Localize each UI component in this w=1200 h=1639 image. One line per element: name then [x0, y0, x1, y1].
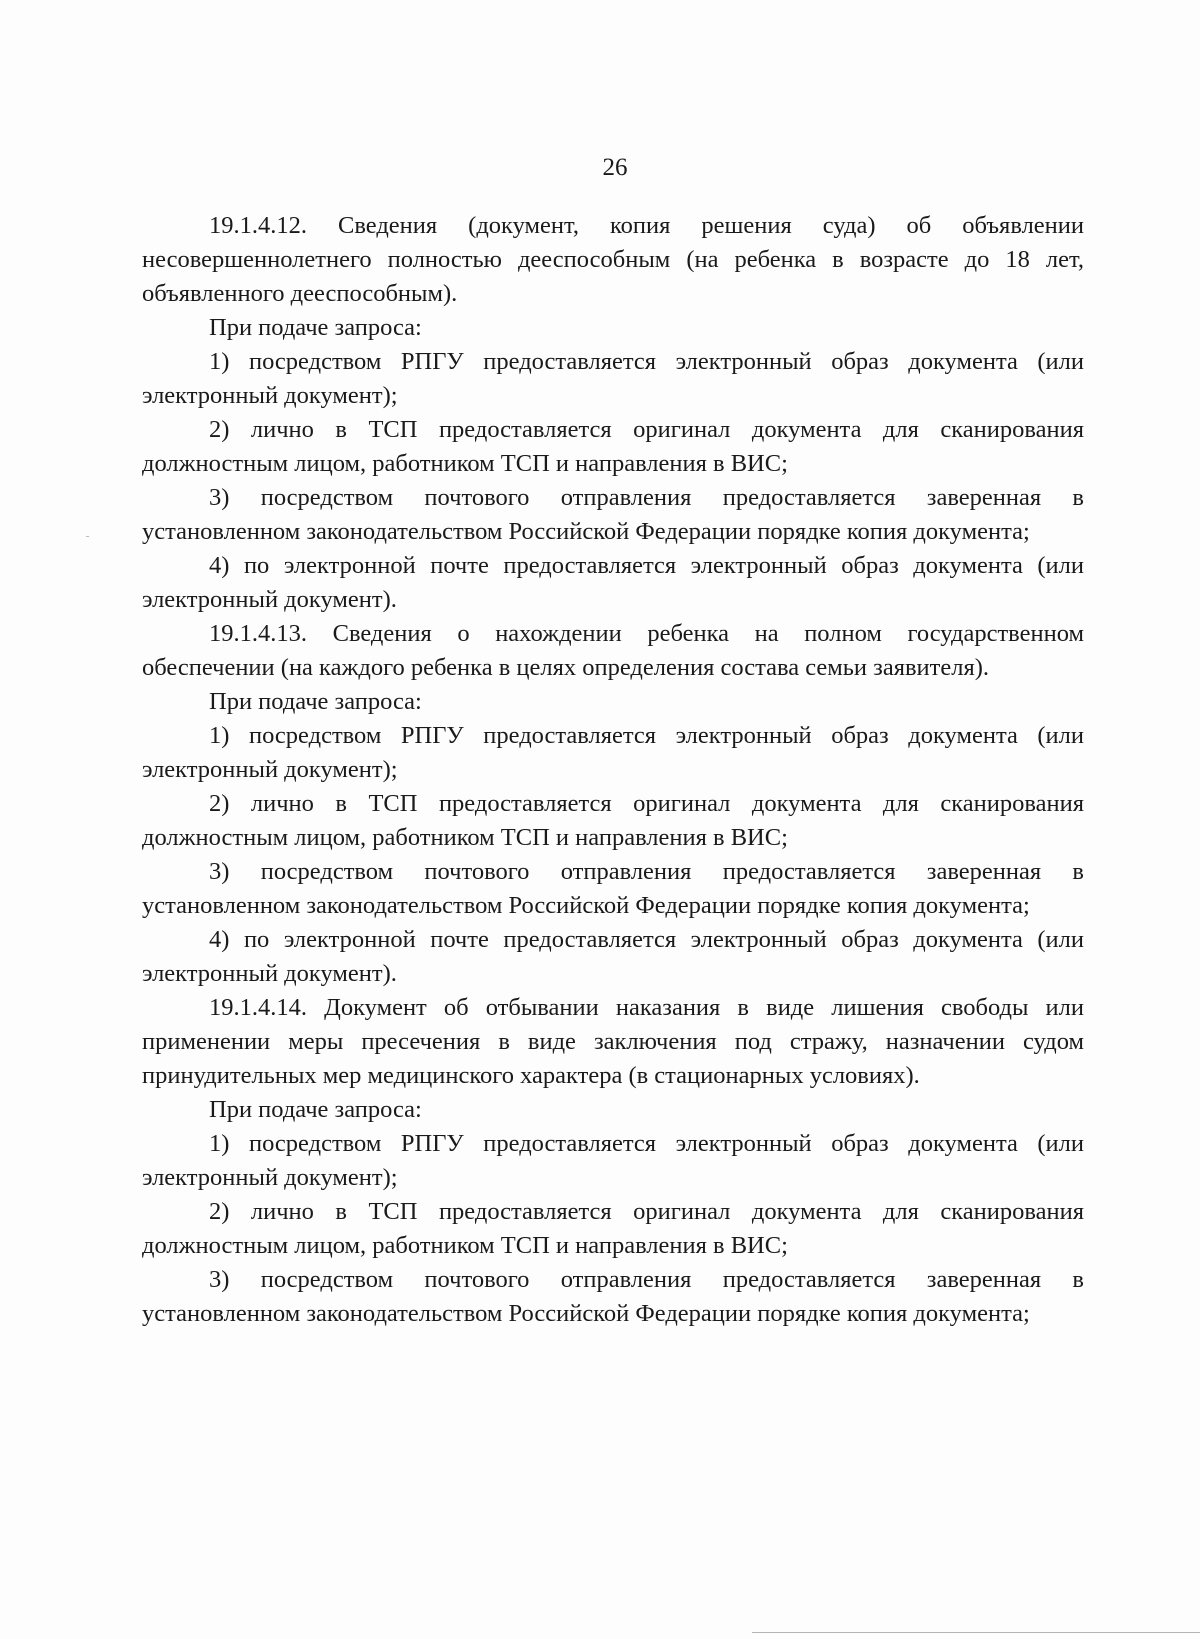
list-item-tsp: 2) лично в ТСП предоставляется оригинал документа для сканирования должностным лицом, работником ТСП и направления в ВИС;	[142, 1198, 1084, 1259]
submission-intro: При подаче запроса:	[209, 1096, 422, 1123]
submission-intro: При подаче запроса:	[209, 314, 422, 341]
list-item-rpgu: 1) посредством РПГУ предоставляется электронный образ документа (или электронный документ);	[142, 1130, 1084, 1191]
section-heading-19-1-4-13: 19.1.4.13. Сведения о нахождении ребенка на полном государственном обеспечении (на каждого ребенка в целях определения состава семьи заявителя).	[142, 620, 1084, 681]
list-item-rpgu: 1) посредством РПГУ предоставляется электронный образ документа (или электронный документ);	[142, 722, 1084, 783]
page-number: 26	[602, 154, 628, 181]
list-item-tsp: 2) лично в ТСП предоставляется оригинал документа для сканирования должностным лицом, работником ТСП и направления в ВИС;	[142, 416, 1084, 477]
section-heading-19-1-4-14: 19.1.4.14. Документ об отбывании наказания в виде лишения свободы или применении меры пресечения в виде заключения под стражу, назначении судом принудительных мер медицинского характера (в стационарных условиях).	[142, 994, 1084, 1089]
list-item-post: 3) посредством почтового отправления предоставляется заверенная в установленном законодательством Российской Федерации порядке копия документа;	[142, 484, 1084, 545]
list-item-post: 3) посредством почтового отправления предоставляется заверенная в установленном законодательством Российской Федерации порядке копия документа;	[142, 858, 1084, 919]
list-item-post: 3) посредством почтового отправления предоставляется заверенная в установленном законодательством Российской Федерации порядке копия документа;	[142, 1266, 1084, 1327]
section-heading-19-1-4-12: 19.1.4.12. Сведения (документ, копия решения суда) об объявлении несовершеннолетнего полностью дееспособным (на ребенка в возрасте до 18 лет, объявленного дееспособным).	[142, 212, 1084, 307]
page-bottom-edge	[752, 1632, 1200, 1633]
submission-intro: При подаче запроса:	[209, 688, 422, 715]
document-body	[142, 209, 1084, 1331]
scan-speck	[86, 536, 89, 537]
list-item-tsp: 2) лично в ТСП предоставляется оригинал документа для сканирования должностным лицом, работником ТСП и направления в ВИС;	[142, 790, 1084, 851]
list-item-email: 4) по электронной почте предоставляется электронный образ документа (или электронный документ).	[142, 552, 1084, 613]
list-item-email: 4) по электронной почте предоставляется электронный образ документа (или электронный документ).	[142, 926, 1084, 987]
list-item-rpgu: 1) посредством РПГУ предоставляется электронный образ документа (или электронный документ);	[142, 348, 1084, 409]
